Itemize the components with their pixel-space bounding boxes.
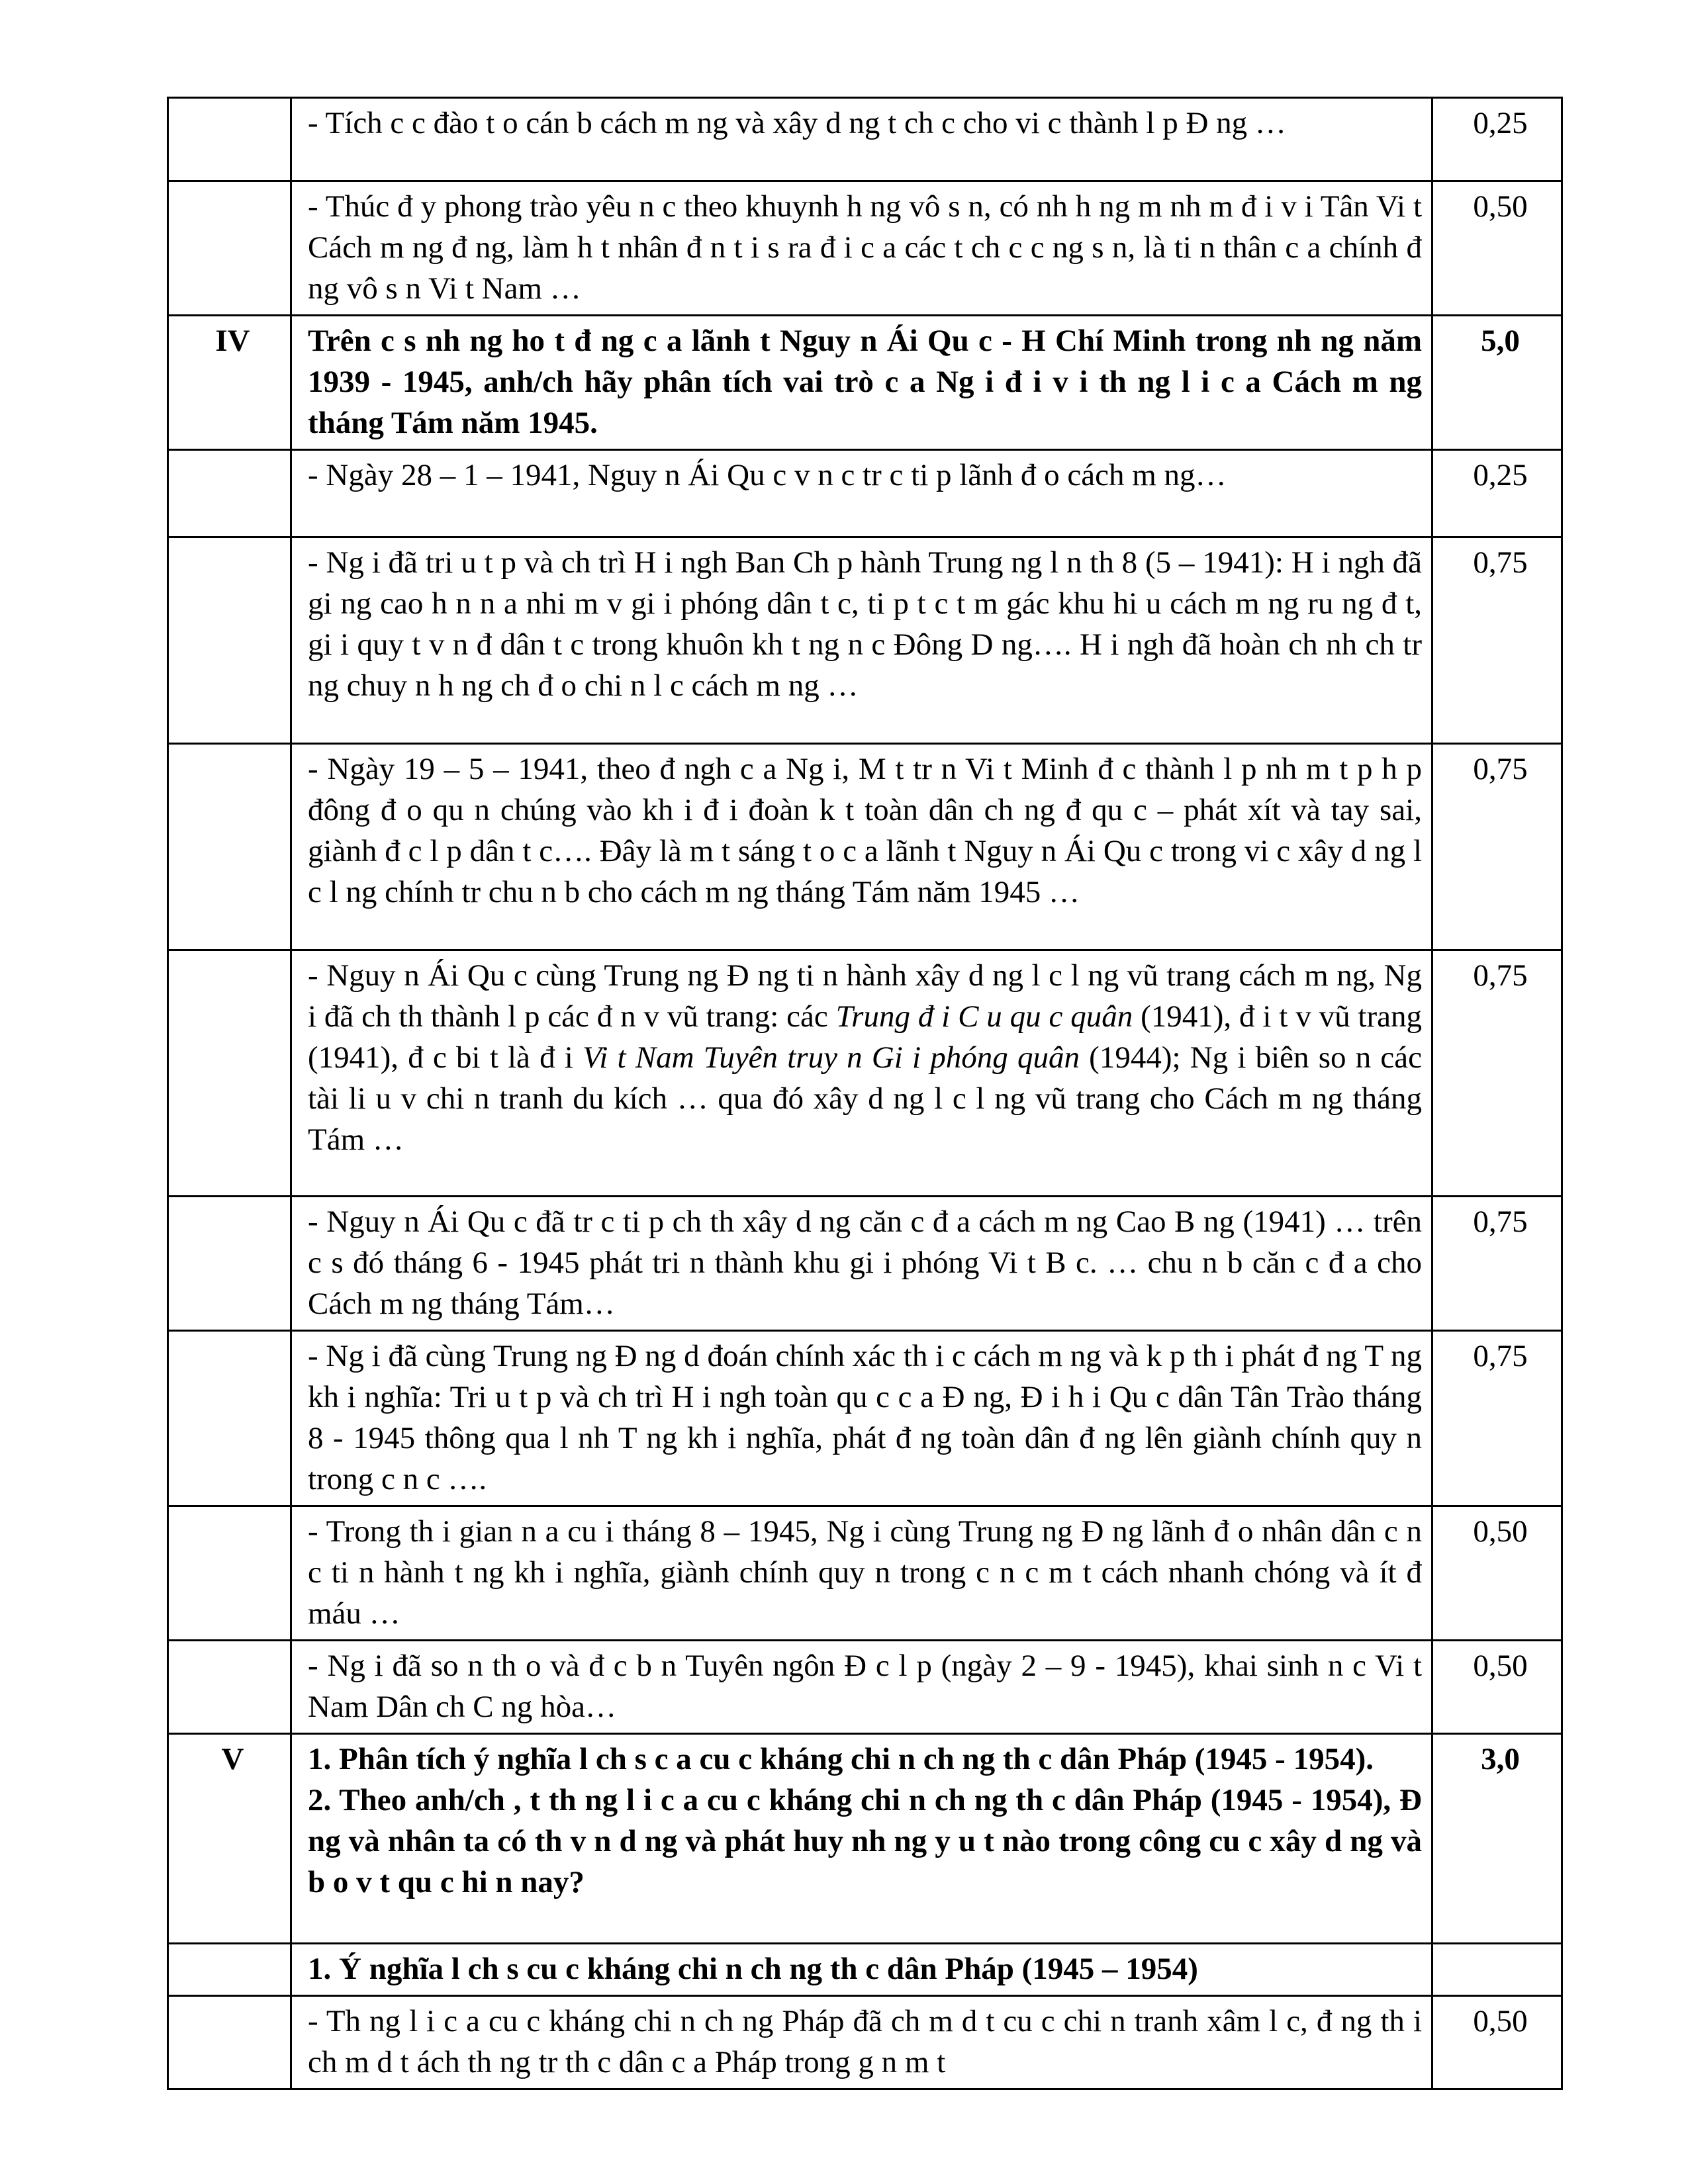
question-number-cell [168, 537, 291, 744]
points-cell: 0,75 [1432, 537, 1562, 744]
answer-text-cell: - Thúc đ y phong trào yêu n c theo khuynh h ng vô s n, có nh h ng m nh m đ i v i Tân Vi t Cách m ng đ ng, làm h t nhân đ n t i s ra đ i c a các t ch c c ng s n, là ti n thân c a chính đ ng vô s n Vi t Nam … [291, 181, 1432, 316]
question-number-cell [168, 1944, 291, 1996]
answer-text-part: (1941), đ i t v vũ trang (1941), đ c bi t là đ i [308, 999, 1422, 1075]
table-row [168, 1734, 1562, 1944]
question-number-cell [168, 181, 291, 316]
question-number-cell [168, 1641, 291, 1734]
points-cell: 0,75 [1432, 744, 1562, 950]
points-cell: 3,0 [1432, 1734, 1562, 1944]
answer-text-cell: - Th ng l i c a cu c kháng chi n ch ng Pháp đã ch m d t cu c chi n tranh xâm l c, đ ng th i ch m d t ách th ng tr th c dân c a Pháp trong g n m t [291, 1996, 1432, 2089]
table-row [168, 181, 1562, 316]
points-cell: 0,25 [1432, 450, 1562, 537]
answer-text-cell: - Ng i đã tri u t p và ch trì H i ngh Ban Ch p hành Trung ng l n th 8 (5 – 1941): H i ngh đã gi ng cao h n n a nhi m v gi i phóng dân t c, ti p t c t m gác khu hi u cách m ng ru ng đ t, gi i quy t v n đ dân t c trong khuôn kh t ng n c Đông D ng…. H i ngh đã hoàn ch nh ch tr ng chuy n h ng ch đ o chi n l c cách m ng … [291, 537, 1432, 744]
points-cell: 0,50 [1432, 1996, 1562, 2089]
answer-text-cell: - Ng i đã cùng Trung ng Đ ng d đoán chính xác th i c cách m ng và k p th i phát đ ng T ng kh i nghĩa: Tri u t p và ch trì H i ngh toàn qu c c a Đ ng, Đ i h i Qu c dân Tân Trào tháng 8 - 1945 thông qua l nh T ng kh i nghĩa, phát đ ng toàn dân đ ng lên giành chính quy n trong c n c …. [291, 1331, 1432, 1506]
table-row [168, 98, 1562, 181]
points-cell: 5,0 [1432, 316, 1562, 450]
table-row [168, 950, 1562, 1197]
question-number-cell [168, 1506, 291, 1641]
answer-text-part: (1944); Ng i biên so n các tài li u v chi n tranh du kích … qua đó xây d ng l c l ng vũ trang cho Cách m ng tháng Tám … [308, 1040, 1422, 1157]
table-row [168, 1331, 1562, 1506]
question-number-cell [168, 1197, 291, 1331]
table-row [168, 1506, 1562, 1641]
table-row [168, 1641, 1562, 1734]
table-row [168, 450, 1562, 537]
answer-text-cell: - Ngày 28 – 1 – 1941, Nguy n Ái Qu c v n c tr c ti p lãnh đ o cách m ng… [291, 450, 1432, 537]
answer-text-cell: - Ng i đã so n th o và đ c b n Tuyên ngôn Đ c l p (ngày 2 – 9 - 1945), khai sinh n c Vi t Nam Dân ch C ng hòa… [291, 1641, 1432, 1734]
table-row [168, 537, 1562, 744]
table-row [168, 1197, 1562, 1331]
points-cell: 0,25 [1432, 98, 1562, 181]
points-cell: 0,75 [1432, 950, 1562, 1197]
question-number-cell [168, 450, 291, 537]
points-cell: 0,50 [1432, 1641, 1562, 1734]
section-heading-cell: 1. Ý nghĩa l ch s cu c kháng chi n ch ng th c dân Pháp (1945 – 1954) [291, 1944, 1432, 1996]
question-part-1: 1. Phân tích ý nghĩa l ch s c a cu c kháng chi n ch ng th c dân Pháp (1945 - 1954). [308, 1742, 1374, 1776]
points-cell: 0,75 [1432, 1331, 1562, 1506]
points-cell: 0,50 [1432, 1506, 1562, 1641]
question-number-cell [168, 98, 291, 181]
question-number-cell [168, 1996, 291, 2089]
answer-text-cell: - Tích c c đào t o cán b cách m ng và xây d ng t ch c cho vi c thành l p Đ ng … [291, 98, 1432, 181]
points-cell [1432, 1944, 1562, 1996]
unit-name-italic: Vi t Nam Tuyên truy n Gi i phóng quân [583, 1040, 1080, 1075]
table-row [168, 1944, 1562, 1996]
answer-text-part: - Nguy n Ái Qu c cùng Trung ng Đ ng ti n hành xây d ng l c l ng vũ trang cách m ng, Ng i đã ch th thành l p các đ n v vũ trang: các [308, 958, 1422, 1034]
question-text-cell: Trên c s nh ng ho t đ ng c a lãnh t Nguy n Ái Qu c - H Chí Minh trong nh ng năm 1939 - 1945, anh/ch hãy phân tích vai trò c a Ng i đ i v i th ng l i c a Cách m ng tháng Tám năm 1945. [291, 316, 1432, 450]
table-row [168, 316, 1562, 450]
answer-table [167, 97, 1563, 2090]
question-part-2: 2. Theo anh/ch , t th ng l i c a cu c kháng chi n ch ng th c dân Pháp (1945 - 1954), Đ ng và nhân ta có th v n d ng và phát huy nh ng y u t nào trong công cu c xây d ng và b o v t qu c hi n nay? [308, 1783, 1422, 1899]
question-number-cell [168, 1331, 291, 1506]
answer-text-cell: - Ngày 19 – 5 – 1941, theo đ ngh c a Ng i, M t tr n Vi t Minh đ c thành l p nh m t p h p đông đ o qu n chúng vào kh i đ i đoàn k t toàn dân ch ng đ qu c – phát xít và tay sai, giành đ c l p dân t c…. Đây là m t sáng t o c a lãnh t Nguy n Ái Qu c trong vi c xây d ng l c l ng chính tr chu n b cho cách m ng tháng Tám năm 1945 … [291, 744, 1432, 950]
table-row [168, 1996, 1562, 2089]
answer-text-cell [291, 950, 1432, 1197]
answer-text-cell: - Trong th i gian n a cu i tháng 8 – 1945, Ng i cùng Trung ng Đ ng lãnh đ o nhân dân c n c ti n hành t ng kh i nghĩa, giành chính quy n trong c n c m t cách nhanh chóng và ít đ máu … [291, 1506, 1432, 1641]
points-cell: 0,75 [1432, 1197, 1562, 1331]
table-row [168, 744, 1562, 950]
unit-name-italic: Trung đ i C u qu c quân [835, 999, 1133, 1034]
question-text-cell [291, 1734, 1432, 1944]
question-number-cell: V [168, 1734, 291, 1944]
question-number-cell [168, 744, 291, 950]
question-number-cell: IV [168, 316, 291, 450]
answer-text-cell: - Nguy n Ái Qu c đã tr c ti p ch th xây d ng căn c đ a cách m ng Cao B ng (1941) … trên c s đó tháng 6 - 1945 phát tri n thành khu gi i phóng Vi t B c. … chu n b căn c đ a cho Cách m ng tháng Tám… [291, 1197, 1432, 1331]
question-number-cell [168, 950, 291, 1197]
points-cell: 0,50 [1432, 181, 1562, 316]
